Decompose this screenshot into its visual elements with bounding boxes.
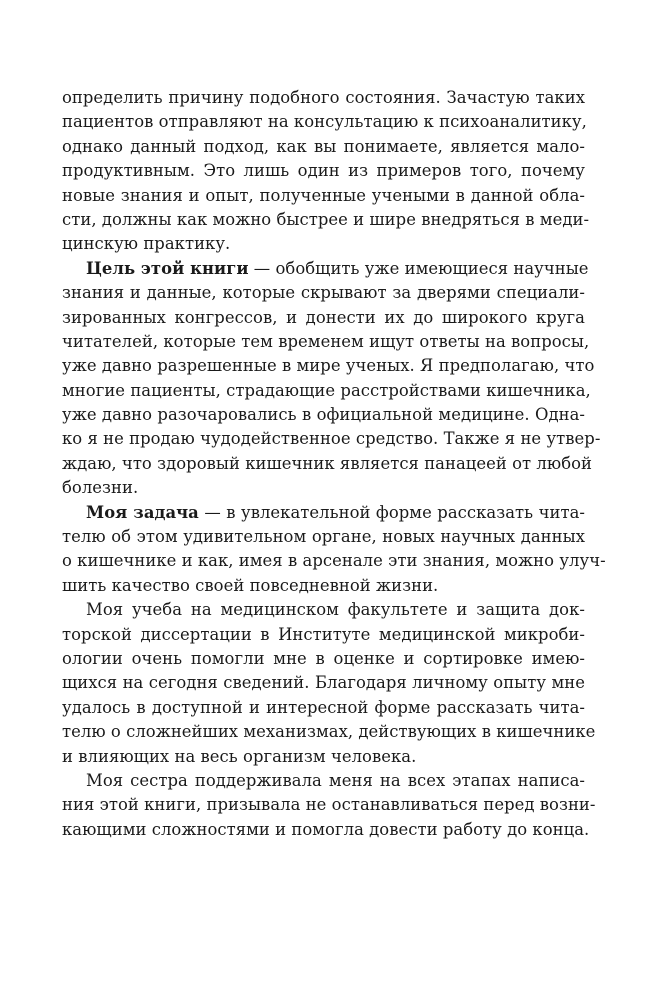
text-line-rest: — обобщить уже имеющиеся научные xyxy=(248,258,589,278)
bold-lead: Цель этой книги xyxy=(86,258,249,278)
text-line: цинскую практику. xyxy=(62,234,231,254)
text-line: новые знания и опыт, полученные учеными в данной обла- xyxy=(62,185,585,205)
paragraph-4 xyxy=(62,598,596,769)
paragraph-2 xyxy=(62,257,601,501)
text-line: ко я не продаю чудодейственное средство. Также я не утвер- xyxy=(62,429,601,449)
text-line-rest: — в увлекательной форме рассказать чита- xyxy=(198,502,586,522)
text-line: о кишечнике и как, имея в арсенале эти знания, можно улуч- xyxy=(62,551,606,571)
text-line: уже давно разочаровались в официальной медицине. Одна- xyxy=(62,405,585,425)
book-page xyxy=(62,86,606,842)
text-line: знания и данные, которые скрывают за дверями специали- xyxy=(62,283,585,303)
text-line: шить качество своей повседневной жизни. xyxy=(62,575,439,595)
text-line: определить причину подобного состояния. Зачастую таких xyxy=(62,88,585,107)
text-line-lead xyxy=(62,257,589,281)
paragraph-5 xyxy=(62,769,596,842)
text-line: уже давно разрешенные в мире ученых. Я предполагаю, что xyxy=(62,356,595,376)
text-line: ния этой книги, призывала не останавливаться перед возни- xyxy=(62,795,596,815)
text-line: продуктивным. Это лишь один из примеров того, почему xyxy=(62,161,585,181)
text-line: Моя сестра поддерживала меня на всех этапах написа- xyxy=(86,770,585,790)
paragraph-1 xyxy=(62,86,590,257)
text-line: пациентов отправляют на консультацию к психоаналитику, xyxy=(62,112,587,132)
text-line: и влияющих на весь организм человека. xyxy=(62,746,417,766)
text-line: однако данный подход, как вы понимаете, является мало- xyxy=(62,136,585,156)
text-line: зированных конгрессов, и донести их до широкого круга xyxy=(62,307,585,327)
text-line: Моя учеба на медицинском факультете и защита док- xyxy=(86,600,585,620)
text-line: телю о сложнейших механизмах, действующих в кишечнике xyxy=(62,722,596,742)
text-line: многие пациенты, страдающие расстройствами кишечника, xyxy=(62,380,591,400)
text-line: ждаю, что здоровый кишечник является панацеей от любой xyxy=(62,453,593,473)
text-line: сти, должны как можно быстрее и шире внедряться в меди- xyxy=(62,209,590,229)
text-line-lead xyxy=(62,501,585,525)
text-line: торской диссертации в Институте медицинской микроби- xyxy=(62,624,585,644)
text-line: телю об этом удивительном органе, новых научных данных xyxy=(62,527,585,547)
text-line: ологии очень помогли мне в оценке и сортировке имею- xyxy=(62,648,585,668)
text-line: кающими сложностями и помогла довести работу до конца. xyxy=(62,819,590,839)
bold-lead: Моя задача xyxy=(86,502,199,522)
paragraph-3 xyxy=(62,501,606,599)
text-line: читателей, которые тем временем ищут ответы на вопросы, xyxy=(62,331,590,351)
text-line: удалось в доступной и интересной форме рассказать чита- xyxy=(62,697,585,717)
text-line: щихся на сегодня сведений. Благодаря личному опыту мне xyxy=(62,673,585,693)
text-line: болезни. xyxy=(62,478,139,498)
